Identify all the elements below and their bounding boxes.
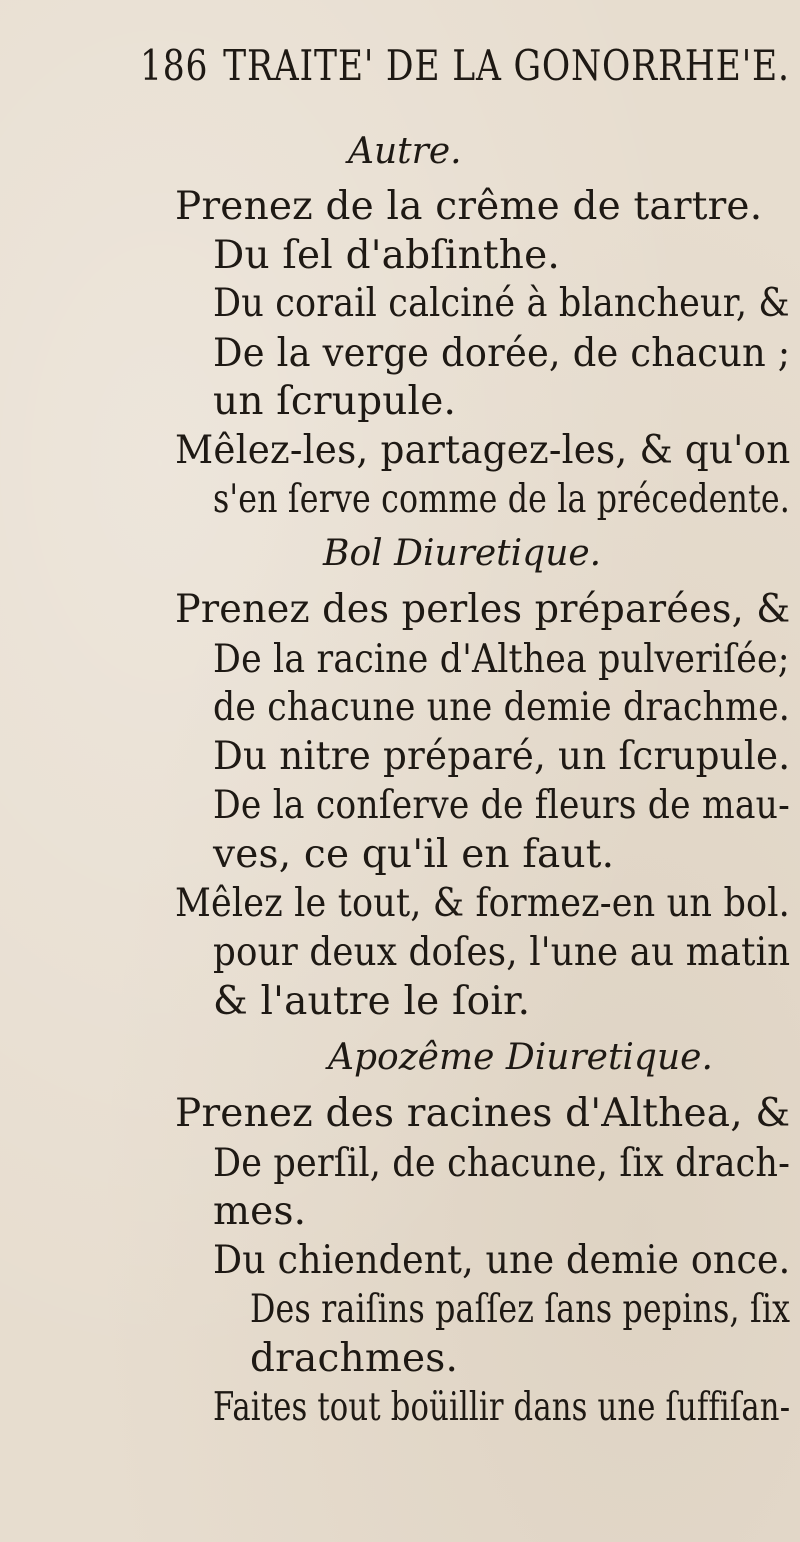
text-line: Prenez des perles préparées, & — [175, 587, 791, 632]
text-line: Prenez des racines d'Althea, & — [175, 1091, 791, 1136]
text-line: Du nitre préparé, un ſcrupule. — [213, 734, 791, 779]
text-line: de chacune une demie drachme. — [213, 685, 791, 730]
text-line: Du corail calciné à blancheur, & — [213, 281, 790, 326]
text-line: De la racine d'Althea pulveriſée; — [213, 637, 790, 682]
section-title-bol-diuretique: Bol Diuretique. — [323, 533, 602, 574]
text-line: & l'autre le ſoir. — [213, 979, 531, 1024]
text-line: Mêlez-les, partagez-les, & qu'on — [175, 428, 791, 473]
text-line: De la conſerve de fleurs de mau- — [213, 783, 790, 828]
text-line: Faites tout boüillir dans une ſuffiſan- — [213, 1385, 791, 1430]
page-number: 186 — [140, 41, 209, 90]
text-line: Prenez de la crême de tartre. — [175, 184, 763, 229]
text-line: mes. — [213, 1189, 307, 1234]
text-line: un ſcrupule. — [213, 379, 457, 424]
text-line: Du ſel d'abſinthe. — [213, 233, 560, 278]
text-line: pour deux doſes, l'une au matin — [213, 930, 791, 975]
text-line: De perſil, de chacune, ſix drach- — [213, 1141, 791, 1186]
running-title: TRAITE' DE LA GONORRHE'E. — [223, 41, 790, 90]
section-title-apozeme-diuretique: Apozême Diuretique. — [328, 1037, 713, 1078]
section-title-autre: Autre. — [348, 131, 462, 172]
text-line: Mêlez le tout, & formez-en un bol. — [175, 881, 790, 926]
text-line: Des raiſins paſſez ſans pepins, ſix — [250, 1287, 791, 1332]
text-line: s'en ſerve comme de la précedente. — [213, 477, 791, 522]
text-line: ves, ce qu'il en faut. — [213, 832, 615, 877]
page-header — [140, 40, 790, 92]
text-line: drachmes. — [250, 1336, 459, 1381]
text-line: De la verge dorée, de chacun ; — [213, 331, 791, 376]
text-line: Du chiendent, une demie once. — [213, 1238, 791, 1283]
